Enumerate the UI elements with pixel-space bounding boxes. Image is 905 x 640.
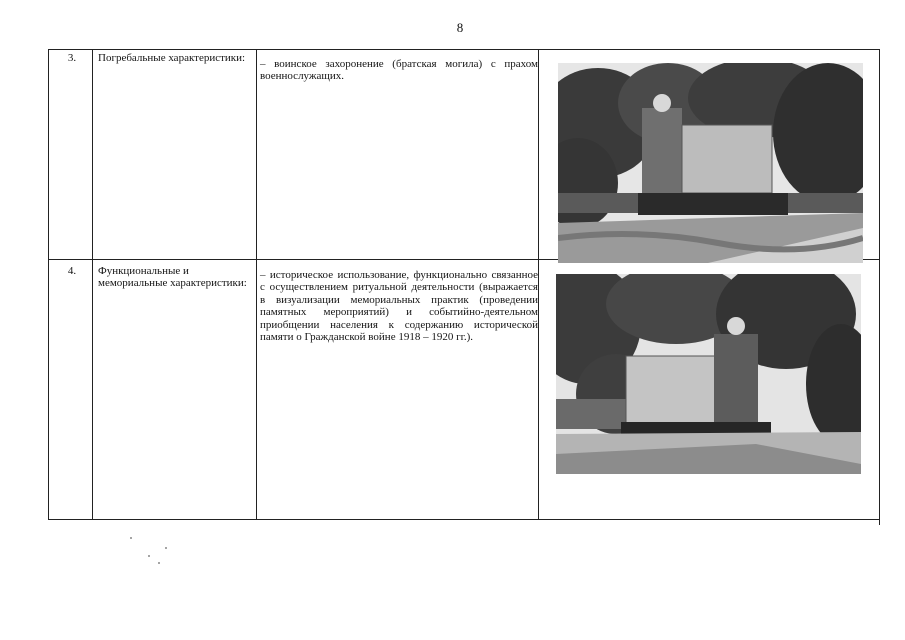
- row-name: Погребальные характеристики:: [98, 52, 246, 64]
- column-divider: [256, 49, 257, 520]
- row-name: Функциональные и мемориальные характеристики:: [98, 265, 247, 290]
- page-number: 8: [456, 20, 464, 35]
- column-divider: [92, 49, 93, 520]
- table-right-border: [879, 49, 880, 525]
- row-number: 3.: [67, 52, 77, 64]
- scan-speck: [158, 562, 160, 564]
- scan-speck: [148, 555, 150, 557]
- row-number: 4.: [67, 265, 77, 277]
- monument-photo: [558, 63, 863, 263]
- row-description: – историческое использование, функционально связанное с осуществлением ритуальной деятельности (выражается в визуализации мемориальных практик (проведении памятных мероприятий) и событийно-деятельном приобщении населения к содержанию исторической памяти о Гражданской войне 1918 – 1920 гг.).: [260, 269, 538, 344]
- scan-speck: [130, 537, 132, 539]
- monument-table: [48, 49, 880, 525]
- row-description: – воинское захоронение (братская могила) с прахом военнослужащих.: [260, 58, 538, 83]
- monument-photo: [556, 274, 861, 474]
- scan-speck: [165, 547, 167, 549]
- table-bottom-border: [48, 519, 880, 520]
- table-left-border: [48, 49, 49, 520]
- table-top-border: [48, 49, 880, 50]
- column-divider: [538, 49, 539, 520]
